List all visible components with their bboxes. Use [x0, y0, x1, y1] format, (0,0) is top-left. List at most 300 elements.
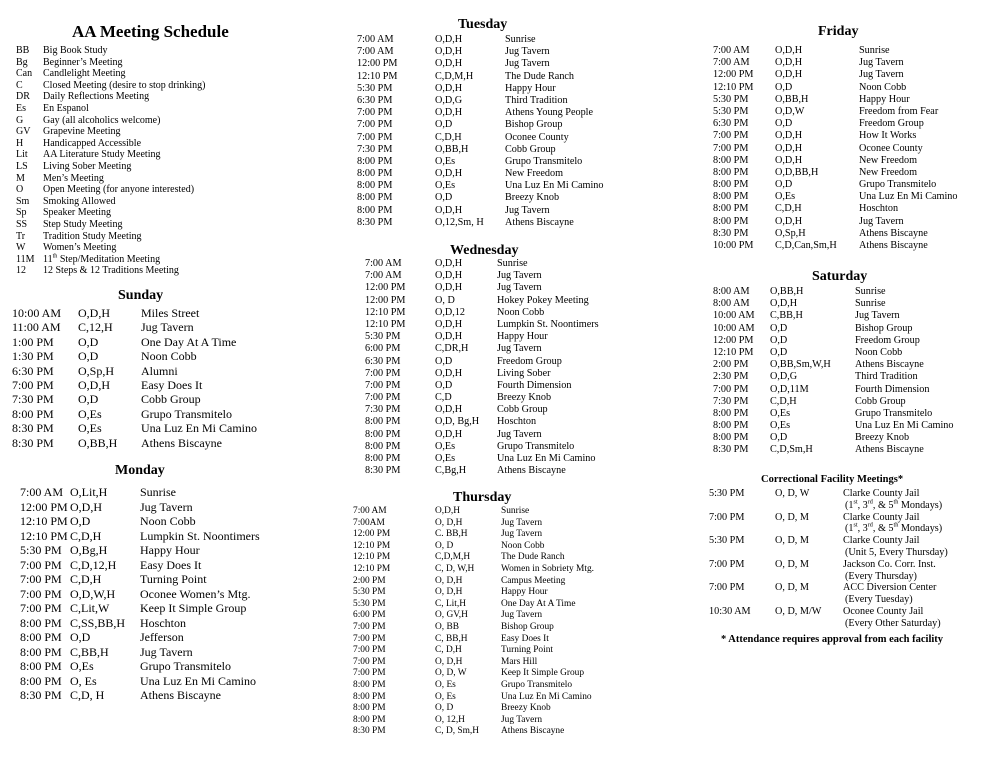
meeting-row-codes: O,Es: [435, 440, 456, 452]
legend-item-code: G: [16, 114, 24, 126]
meeting-row-codes: O,D,H: [775, 215, 803, 227]
meeting-row-codes: O,D,G: [770, 371, 798, 383]
meeting-row-codes: O, D: [435, 294, 455, 306]
meeting-row-name: Hoschton: [859, 203, 899, 215]
meeting-row-name: The Dude Ranch: [501, 552, 565, 563]
meeting-row-time: 7:00 PM: [20, 601, 62, 615]
meeting-row-time: 8:00 PM: [20, 630, 62, 644]
meeting-row-name: Jug Tavern: [497, 282, 542, 294]
meeting-row-codes: O,D: [435, 119, 453, 131]
meeting-row-name: Happy Hour: [497, 331, 548, 343]
day-heading-thursday: Thursday: [453, 490, 512, 505]
meeting-row-time: 12:10 PM: [20, 514, 68, 528]
meeting-row-name: Athens Biscayne: [859, 240, 928, 251]
meeting-row-time: 12:10 PM: [353, 563, 391, 574]
meeting-row-time: 7:00 PM: [365, 379, 401, 391]
legend-item-code: Sp: [16, 207, 27, 219]
meeting-row-name: Una Luz En Mi Camino: [497, 453, 596, 464]
meeting-row-name: Noon Cobb: [497, 306, 545, 318]
meeting-row-name: Turning Point: [140, 572, 207, 586]
correctional-row-name: Clarke County Jail: [843, 535, 920, 547]
correctional-heading: Correctional Facility Meetings*: [761, 474, 904, 485]
meeting-row-name: Una Luz En Mi Camino: [859, 191, 958, 203]
meeting-row-codes: C,Lit,W: [70, 601, 110, 615]
meeting-row-name: Third Tradition: [505, 94, 568, 106]
meeting-row-name: Jug Tavern: [505, 46, 550, 58]
meeting-row-name: Una Luz En Mi Camino: [140, 673, 256, 688]
meeting-row-codes: O,Sp,H: [775, 227, 806, 239]
legend-item-code: Sm: [16, 195, 30, 207]
meeting-row-codes: O,D,H: [775, 69, 803, 81]
meeting-row-name: Una Luz En Mi Camino: [501, 691, 592, 702]
meeting-row-time: 8:00 PM: [365, 428, 401, 440]
legend-item-desc: Beginner’s Meeting: [43, 56, 123, 68]
meeting-row-codes: O,D,H: [435, 82, 463, 94]
correctional-row-codes: O, D, M: [775, 558, 809, 570]
meeting-row-name: Happy Hour: [505, 82, 556, 94]
meeting-row-codes: O,D, Bg,H: [435, 416, 480, 428]
meeting-row-name: Grupo Transmitelo: [141, 406, 233, 421]
meeting-row-name: Bishop Group: [505, 119, 563, 131]
meeting-row-name: Happy Hour: [140, 543, 200, 557]
meeting-row-time: 10:00 PM: [713, 240, 754, 251]
meeting-row-time: 7:00 PM: [353, 621, 386, 632]
meeting-row-time: 8:00 AM: [713, 286, 750, 297]
meeting-row-time: 6:30 PM: [12, 363, 54, 378]
correctional-row-codes: O, D, M/W: [775, 605, 822, 617]
meeting-row-name: Easy Does It: [141, 377, 203, 392]
day-heading-tuesday: Tuesday: [458, 17, 508, 32]
correctional-detail: (Every Thursday): [845, 570, 917, 582]
meeting-row-time: 12:00 PM: [357, 58, 398, 70]
legend-item-code: Can: [16, 68, 33, 80]
meeting-row-codes: O,D,H: [775, 57, 803, 69]
meeting-row-codes: O,D,H: [435, 282, 463, 294]
meeting-row-codes: C,SS,BB,H: [70, 615, 126, 630]
meeting-row-name: Breezy Knob: [497, 392, 552, 404]
meeting-row-codes: O,Es: [70, 659, 94, 673]
meeting-row-codes: C,D,H: [70, 528, 102, 543]
meeting-row-codes: O,D: [770, 322, 788, 334]
meeting-row-codes: O,Es: [770, 407, 791, 419]
meeting-row-name: Third Tradition: [855, 371, 918, 383]
meeting-row-name: Breezy Knob: [505, 192, 560, 204]
meeting-row-time: 8:30 PM: [365, 465, 401, 477]
legend-item-code: LS: [16, 160, 28, 172]
meeting-row-time: 12:00 PM: [365, 294, 406, 306]
legend-item-code: 11M: [16, 253, 35, 265]
meeting-row-codes: O,BB,H: [435, 143, 469, 155]
meeting-row-time: 11:00 AM: [12, 320, 61, 335]
meeting-row-name: Hokey Pokey Meeting: [497, 294, 589, 306]
correctional-detail: (1st, 3rd, & 5th Mondays): [845, 523, 943, 535]
meeting-row-codes: O,D,H: [435, 107, 463, 119]
meeting-row-codes: O,Sp,H: [78, 363, 115, 378]
meeting-row-time: 8:00 PM: [713, 179, 749, 191]
meeting-row-codes: O,D,H: [435, 428, 463, 440]
meeting-row-time: 8:00 AM: [713, 298, 750, 310]
meeting-row-name: Athens Biscayne: [855, 444, 924, 456]
meeting-row-time: 5:30 PM: [20, 543, 62, 557]
meeting-row-codes: C, Lit,H: [435, 598, 466, 609]
meeting-row-name: Oconee County: [859, 142, 923, 154]
meeting-row-time: 7:00 AM: [357, 46, 394, 58]
correctional-row-codes: O, D, M: [775, 582, 809, 594]
page-title: AA Meeting Schedule: [72, 22, 229, 41]
meeting-row-codes: O,D: [770, 334, 788, 346]
meeting-row-name: Mars Hill: [501, 656, 538, 667]
meeting-row-time: 7:00 AM: [365, 258, 402, 269]
meeting-row-time: 8:00 PM: [20, 659, 62, 673]
meeting-row-name: Grupo Transmitelo: [855, 407, 933, 419]
meeting-row-codes: O, D: [435, 540, 454, 551]
correctional-row-name: Clarke County Jail: [843, 488, 920, 499]
meeting-row-name: Women in Sobriety Mtg.: [501, 563, 594, 574]
legend-item-desc: Open Meeting (for anyone interested): [43, 184, 195, 196]
legend-item-code: Es: [16, 102, 26, 114]
meeting-row-codes: O,D: [78, 392, 99, 407]
meeting-row-time: 7:00 PM: [357, 107, 393, 119]
meeting-row-codes: O,D,G: [435, 94, 463, 106]
meeting-row-time: 12:00 PM: [353, 529, 391, 540]
meeting-row-codes: O,D,H: [775, 142, 803, 154]
meeting-row-codes: C. BB,H: [435, 529, 468, 540]
meeting-row-name: Campus Meeting: [501, 575, 566, 586]
meeting-row-time: 8:00 PM: [357, 192, 393, 204]
meeting-row-name: The Dude Ranch: [505, 70, 575, 82]
meeting-row-name: Freedom Group: [859, 118, 924, 130]
legend-item-desc: Tradition Study Meeting: [43, 230, 142, 242]
meeting-row-name: How It Works: [859, 130, 917, 142]
meeting-row-time: 10:00 AM: [12, 306, 62, 320]
meeting-row-time: 5:30 PM: [353, 598, 386, 609]
meeting-row-name: Noon Cobb: [141, 349, 197, 364]
meeting-row-time: 7:30 PM: [713, 395, 749, 407]
meeting-row-time: 7:00 PM: [353, 668, 386, 679]
meeting-row-codes: O,Es: [435, 453, 456, 464]
meeting-row-name: Happy Hour: [859, 93, 910, 105]
meeting-row-codes: O, D, W: [435, 668, 467, 679]
meeting-row-name: Freedom Group: [497, 355, 562, 367]
meeting-row-name: Miles Street: [141, 306, 200, 320]
meeting-row-time: 7:00AM: [353, 517, 385, 528]
correctional-detail: (Every Other Saturday): [845, 617, 941, 629]
meeting-row-time: 12:10 PM: [357, 70, 398, 82]
meeting-row-name: Noon Cobb: [140, 514, 196, 528]
legend-item-desc: Candlelight Meeting: [43, 68, 126, 80]
meeting-row-codes: C,D,H: [70, 572, 102, 586]
meeting-row-time: 12:10 PM: [20, 528, 68, 543]
meeting-row-time: 7:30 PM: [365, 404, 401, 416]
meeting-row-codes: C, BB,H: [435, 633, 468, 644]
meeting-row-time: 8:00 PM: [713, 407, 749, 419]
meeting-row-time: 6:00 PM: [353, 610, 386, 621]
meeting-row-codes: C,D,H: [775, 203, 802, 215]
meeting-row-time: 7:00 PM: [357, 119, 393, 131]
meeting-row-codes: O,D,H: [435, 168, 463, 180]
meeting-row-name: Athens Biscayne: [141, 435, 222, 450]
meeting-row-time: 6:30 PM: [365, 355, 401, 367]
meeting-row-time: 8:00 PM: [713, 154, 749, 166]
meeting-row-codes: O, Es: [70, 673, 97, 688]
meeting-row-time: 8:00 PM: [353, 714, 386, 725]
legend-item-desc: Speaker Meeting: [43, 207, 112, 219]
meeting-row-time: 7:00 PM: [713, 130, 749, 142]
meeting-row-time: 8:00 PM: [357, 180, 393, 192]
meeting-row-name: Jug Tavern: [497, 428, 542, 440]
meeting-row-time: 7:30 PM: [12, 392, 54, 407]
meeting-row-time: 6:00 PM: [365, 343, 401, 355]
meeting-row-time: 7:00 PM: [365, 392, 401, 404]
meeting-row-time: 8:00 PM: [353, 691, 386, 702]
meeting-row-time: 7:00 PM: [20, 586, 62, 601]
legend-item-code: Lit: [16, 149, 28, 161]
meeting-row-codes: O,D: [775, 118, 793, 130]
correctional-row-codes: O, D, M: [775, 535, 809, 547]
meeting-row-time: 6:30 PM: [713, 118, 749, 130]
meeting-row-name: Freedom from Fear: [859, 105, 939, 117]
legend-item-desc: Step Study Meeting: [43, 218, 123, 230]
meeting-row-name: Sunrise: [859, 45, 890, 56]
meeting-row-codes: C,D,Sm,H: [770, 444, 813, 456]
meeting-row-codes: O,D,H: [435, 367, 463, 379]
meeting-row-time: 2:00 PM: [353, 575, 386, 586]
legend-item-desc: Grapevine Meeting: [43, 126, 121, 138]
correctional-row-time: 7:00 PM: [709, 511, 745, 523]
meeting-row-time: 12:10 PM: [713, 346, 754, 358]
meeting-row-codes: O,BB,Sm,W,H: [770, 359, 831, 371]
meeting-row-codes: O,Lit,H: [70, 485, 108, 499]
meeting-row-codes: C,DR,H: [435, 343, 469, 355]
meeting-row-time: 10:00 AM: [713, 322, 755, 334]
meeting-row-codes: O,D,H: [435, 34, 463, 45]
meeting-row-codes: O,D,H: [435, 331, 463, 343]
meeting-row-codes: O,12,Sm, H: [435, 216, 484, 228]
legend-item-code: 12: [16, 265, 26, 277]
meeting-row-time: 8:30 PM: [12, 421, 54, 436]
meeting-row-time: 7:00 PM: [713, 383, 749, 395]
legend-item-desc: 11th Step/Meditation Meeting: [43, 253, 161, 265]
meeting-row-time: 10:00 AM: [713, 310, 755, 322]
meeting-row-codes: O,D,BB,H: [775, 166, 819, 178]
meeting-row-name: Athens Biscayne: [497, 465, 566, 477]
meeting-row-time: 8:00 PM: [353, 703, 386, 714]
meeting-row-name: Hoschton: [140, 615, 186, 630]
meeting-row-name: Oconee County: [505, 131, 569, 143]
meeting-row-name: Jug Tavern: [140, 499, 193, 514]
meeting-row-codes: O,D,H: [435, 258, 463, 269]
day-heading-wednesday: Wednesday: [450, 243, 519, 258]
meeting-row-codes: O,D: [78, 334, 99, 349]
meeting-row-name: Jug Tavern: [859, 69, 904, 81]
meeting-row-codes: O,D: [70, 630, 91, 644]
meeting-row-codes: C, D, W,H: [435, 563, 475, 574]
meeting-row-name: Bishop Group: [855, 322, 913, 334]
meeting-row-name: Oconee Women’s Mtg.: [140, 586, 251, 601]
correctional-row-name: Clarke County Jail: [843, 511, 920, 523]
meeting-row-codes: C,D,M,H: [435, 70, 474, 82]
legend-item-desc: Big Book Study: [43, 45, 108, 56]
meeting-row-time: 7:00 AM: [20, 485, 64, 499]
meeting-row-codes: O,D,H: [435, 318, 463, 330]
meeting-row-time: 2:30 PM: [713, 371, 749, 383]
meeting-row-codes: O,D,H: [435, 46, 463, 58]
meeting-row-name: Fourth Dimension: [497, 379, 572, 391]
meeting-row-name: Keep It Simple Group: [501, 668, 585, 679]
meeting-row-codes: O, D: [435, 703, 454, 714]
meeting-row-codes: O, D,H: [435, 587, 463, 598]
meeting-row-time: 8:00 PM: [20, 644, 62, 659]
meeting-row-codes: O,D: [435, 379, 453, 391]
meeting-row-codes: O, D,H: [435, 575, 463, 586]
meeting-row-name: Cobb Group: [497, 404, 548, 416]
meeting-row-time: 7:00 PM: [365, 367, 401, 379]
meeting-row-codes: C,D: [435, 392, 452, 404]
meeting-row-name: Cobb Group: [505, 143, 556, 155]
meeting-row-name: Grupo Transmitelo: [859, 179, 937, 191]
meeting-row-time: 8:00 PM: [20, 673, 62, 688]
meeting-row-codes: O, D,H: [435, 517, 463, 528]
meeting-row-time: 8:00 PM: [365, 416, 401, 428]
meeting-row-codes: O,D: [435, 192, 453, 204]
meeting-row-name: Hoschton: [497, 416, 537, 428]
meeting-row-name: Alumni: [141, 363, 178, 378]
meeting-row-name: Jug Tavern: [497, 270, 542, 282]
meeting-row-name: Sunrise: [497, 258, 528, 269]
meeting-row-time: 7:00 AM: [353, 506, 387, 516]
meeting-row-codes: C,BB,H: [770, 310, 803, 322]
meeting-row-time: 7:00 PM: [353, 645, 386, 656]
correctional-detail: (Unit 5, Every Thursday): [845, 546, 948, 558]
meeting-row-name: New Freedom: [505, 168, 563, 180]
meeting-row-time: 7:00 PM: [357, 131, 393, 143]
meeting-row-codes: O,D,12: [435, 306, 465, 318]
correctional-row-name: Jackson Co. Corr. Inst.: [843, 558, 936, 570]
meeting-row-name: Lumpkin St. Noontimers: [497, 318, 599, 330]
meeting-row-time: 8:00 PM: [713, 191, 749, 203]
meeting-row-time: 7:00 AM: [365, 270, 402, 282]
meeting-row-codes: O,D: [770, 346, 788, 358]
meeting-row-name: Grupo Transmitelo: [505, 155, 583, 167]
meeting-row-name: Jug Tavern: [855, 310, 900, 322]
meeting-row-codes: O,Es: [78, 406, 102, 421]
meeting-row-time: 8:00 PM: [713, 215, 749, 227]
meeting-row-codes: O,D,W: [775, 105, 805, 117]
day-heading-monday: Monday: [115, 463, 165, 478]
meeting-row-codes: O,Es: [78, 421, 102, 436]
meeting-row-name: New Freedom: [859, 154, 917, 166]
meeting-row-name: Athens Biscayne: [501, 726, 565, 737]
meeting-row-time: 8:00 PM: [353, 679, 386, 690]
legend-item-code: SS: [16, 218, 28, 230]
meeting-row-time: 8:30 PM: [353, 726, 386, 737]
meeting-row-time: 7:00 PM: [20, 572, 62, 586]
meeting-row-codes: O, Es: [435, 691, 456, 702]
meeting-row-time: 7:00 AM: [357, 34, 394, 45]
day-heading-sunday: Sunday: [118, 288, 164, 303]
meeting-row-time: 12:10 PM: [365, 306, 406, 318]
legend-item-desc: Women’s Meeting: [43, 242, 117, 254]
meeting-row-name: Easy Does It: [501, 633, 549, 644]
meeting-row-time: 8:00 PM: [713, 432, 749, 444]
meeting-row-codes: O,D: [435, 355, 453, 367]
meeting-row-name: Noon Cobb: [859, 81, 907, 93]
meeting-row-name: Sunrise: [501, 506, 530, 516]
meeting-row-time: 5:30 PM: [713, 93, 749, 105]
meeting-row-codes: O,D,H: [78, 306, 110, 320]
correctional-row-time: 5:30 PM: [709, 535, 745, 547]
day-heading-saturday: Saturday: [812, 269, 868, 284]
meeting-row-name: Jug Tavern: [859, 57, 904, 69]
meeting-row-time: 8:00 PM: [357, 168, 393, 180]
meeting-row-name: Happy Hour: [501, 587, 548, 598]
meeting-row-name: Grupo Transmitelo: [140, 659, 232, 673]
legend-item-desc: Smoking Allowed: [43, 195, 116, 207]
meeting-row-codes: O,D: [770, 432, 788, 444]
meeting-row-codes: O, GV,H: [435, 610, 468, 621]
meeting-row-name: One Day At A Time: [141, 334, 237, 349]
correctional-row-codes: O, D, M: [775, 511, 809, 523]
correctional-detail: (Every Tuesday): [845, 594, 913, 606]
meeting-row-codes: C,12,H: [78, 320, 113, 335]
meeting-row-name: Freedom Group: [855, 334, 920, 346]
meeting-row-name: Jug Tavern: [141, 320, 194, 335]
meeting-row-codes: O,BB,H: [770, 286, 804, 297]
meeting-row-name: Jug Tavern: [140, 644, 193, 659]
legend-item-code: Bg: [16, 56, 28, 68]
meeting-row-time: 7:00 PM: [20, 557, 62, 572]
meeting-row-codes: O,D: [775, 81, 793, 93]
correctional-row-name: ACC Diversion Center: [843, 582, 937, 594]
meeting-row-name: Jug Tavern: [501, 714, 543, 725]
meeting-row-codes: O,D,H: [70, 499, 102, 514]
meeting-row-name: Cobb Group: [141, 392, 201, 407]
day-heading-friday: Friday: [818, 24, 859, 39]
legend-item-code: O: [16, 184, 24, 196]
meeting-row-name: Jug Tavern: [501, 529, 543, 540]
meeting-row-name: Turning Point: [501, 645, 554, 656]
meeting-row-name: Athens Biscayne: [859, 227, 928, 239]
meeting-row-name: Una Luz En Mi Camino: [141, 421, 257, 436]
legend-item-desc: En Espanol: [43, 102, 89, 114]
meeting-row-codes: C,D,H: [770, 395, 797, 407]
meeting-row-codes: O, D,H: [435, 656, 463, 667]
correctional-row-time: 7:00 PM: [709, 582, 745, 594]
meeting-row-name: Jug Tavern: [501, 610, 543, 621]
legend-item-code: M: [16, 172, 25, 184]
meeting-row-codes: O, BB: [435, 621, 459, 632]
meeting-row-time: 7:00 PM: [353, 633, 386, 644]
meeting-row-time: 8:00 PM: [713, 203, 749, 215]
meeting-row-name: New Freedom: [859, 166, 917, 178]
meeting-row-codes: C,BB,H: [70, 644, 109, 659]
meeting-row-codes: O,D: [775, 179, 793, 191]
meeting-row-codes: O,D,H: [78, 377, 110, 392]
legend-item-code: GV: [16, 126, 31, 138]
meeting-row-time: 12:10 PM: [353, 540, 391, 551]
meeting-row-time: 8:00 PM: [365, 453, 401, 464]
legend-item-desc: Closed Meeting (desire to stop drinking): [43, 79, 206, 91]
meeting-row-time: 5:30 PM: [365, 331, 401, 343]
meeting-row-time: 2:00 PM: [713, 359, 749, 371]
correctional-row-time: 7:00 PM: [709, 558, 745, 570]
legend-item-desc: AA Literature Study Meeting: [43, 149, 161, 161]
meeting-row-codes: O,Bg,H: [70, 543, 108, 557]
meeting-row-time: 12:00 PM: [713, 334, 754, 346]
meeting-row-codes: O,Es: [770, 420, 791, 432]
meeting-row-time: 8:00 PM: [357, 155, 393, 167]
legend-item-code: C: [16, 79, 23, 91]
